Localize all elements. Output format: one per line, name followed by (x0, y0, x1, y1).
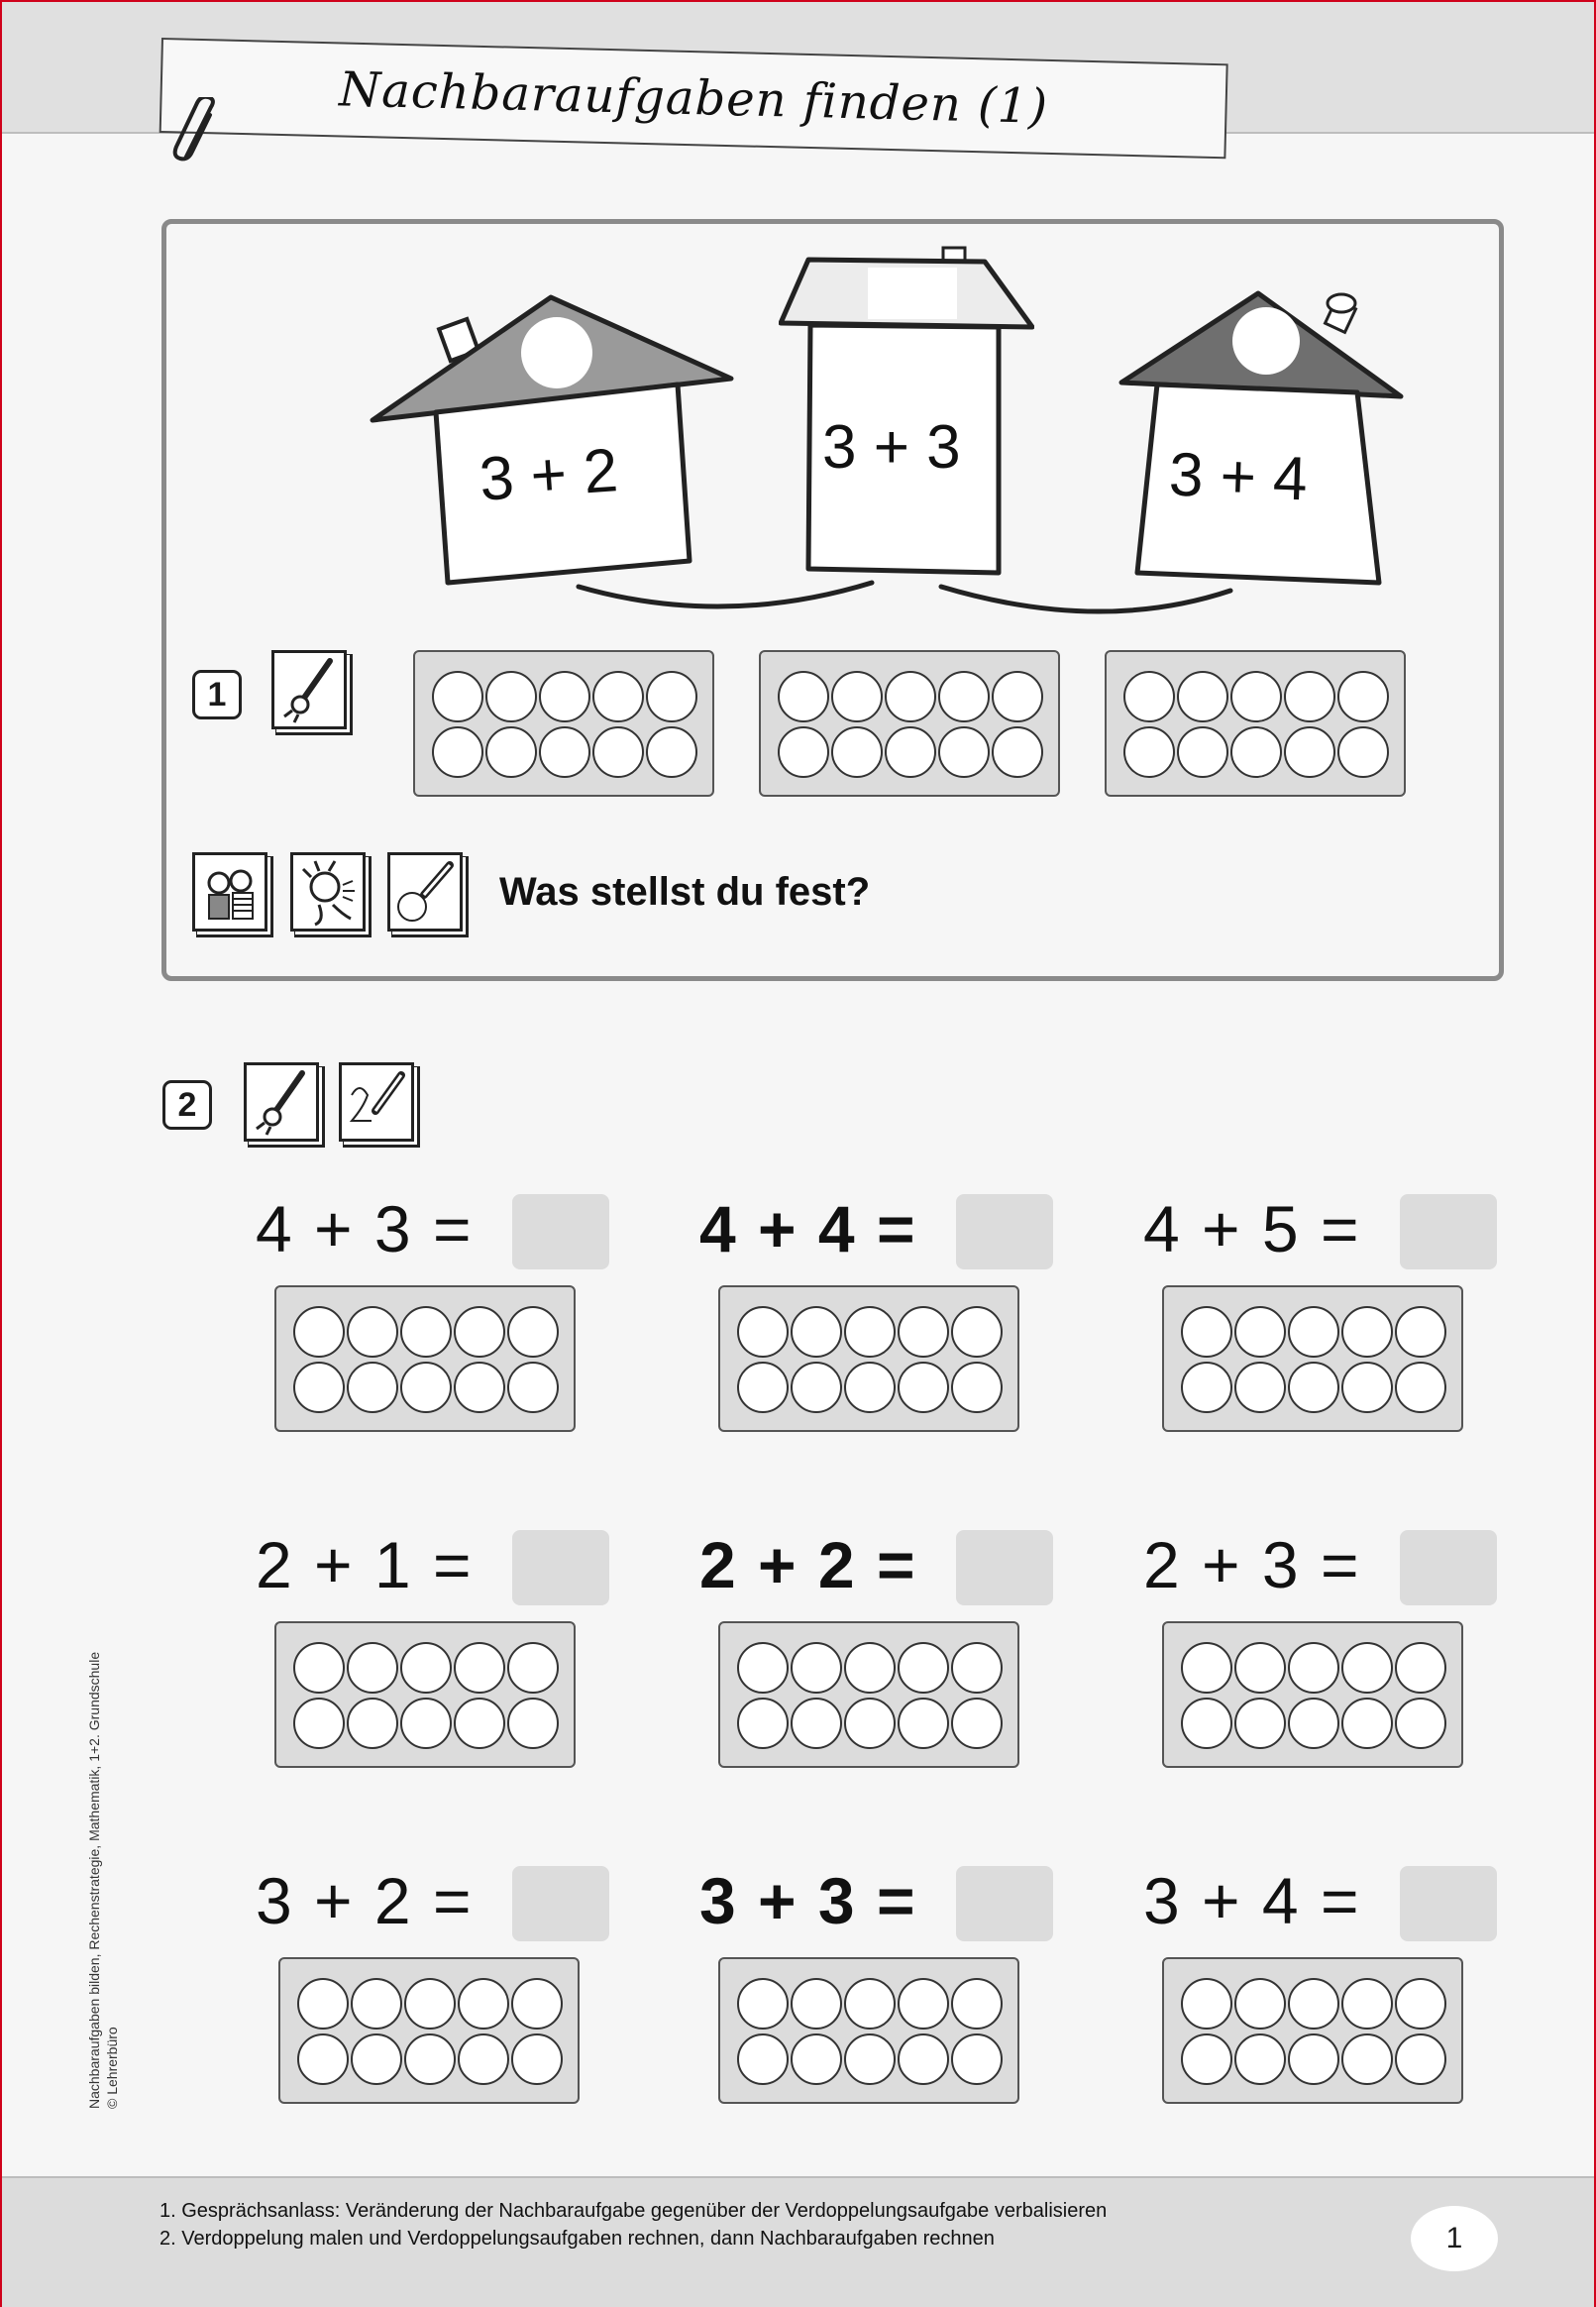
exercise-1-number: 1 (192, 670, 242, 719)
answer-box[interactable] (512, 1530, 609, 1605)
ten-frame (274, 1621, 576, 1768)
pencil-number-icon (339, 1062, 414, 1142)
ten-frame (1162, 1957, 1463, 2104)
footer-note-1: 1. Gesprächsanlass: Veränderung der Nachbaraufgabe gegenüber der Verdoppelungsaufgabe verbalisieren (160, 2200, 1108, 2222)
answer-box[interactable] (1400, 1530, 1497, 1605)
pencil-write-icon (387, 852, 463, 932)
answer-box[interactable] (1400, 1194, 1497, 1269)
exercise-1-question: Was stellst du fest? (499, 870, 871, 914)
page-title: Nachbaraufgaben finden (1) (338, 61, 1049, 135)
partner-talk-icon (192, 852, 267, 932)
footer-note-2: 2. Verdoppelung malen und Verdoppelungsaufgaben rechnen, dann Nachbaraufgaben rechnen (160, 2228, 995, 2250)
answer-box[interactable] (512, 1866, 609, 1941)
answer-box[interactable] (956, 1194, 1053, 1269)
house-middle-label: 3 + 3 (822, 413, 961, 482)
equation: 4 + 5 = (1143, 1192, 1361, 1265)
house-left-label: 3 + 2 (477, 436, 620, 514)
equation: 4 + 3 = (256, 1192, 474, 1265)
side-credit-line-1: Nachbaraufgaben bilden, Rechenstrategie, Mathematik, 1+2. Grundschule (86, 1651, 102, 2109)
equation: 3 + 4 = (1143, 1864, 1361, 1937)
house-right-label: 3 + 4 (1167, 440, 1309, 514)
ten-frame (718, 1957, 1019, 2104)
ten-frame (413, 650, 714, 797)
equation: 2 + 1 = (256, 1528, 474, 1601)
connector-arcs (575, 579, 1238, 628)
page-number: 1 (1411, 2206, 1498, 2271)
equation: 2 + 2 = (699, 1528, 917, 1601)
paperclip-icon (166, 97, 226, 166)
ten-frame (278, 1957, 580, 2104)
answer-box[interactable] (956, 1530, 1053, 1605)
paintbrush-icon (271, 650, 347, 729)
side-credit (85, 1652, 121, 2109)
side-credit-line-2: © Lehrerbüro (104, 2027, 120, 2109)
equation: 3 + 3 = (699, 1864, 917, 1937)
paintbrush-icon (244, 1062, 319, 1142)
equation: 2 + 3 = (1143, 1528, 1361, 1601)
ten-frame (274, 1285, 576, 1432)
exercise-2-number: 2 (162, 1080, 212, 1130)
ten-frame (759, 650, 1060, 797)
ten-frame (718, 1621, 1019, 1768)
ten-frame (1105, 650, 1406, 797)
ten-frame (718, 1285, 1019, 1432)
equation: 3 + 2 = (256, 1864, 474, 1937)
equation: 4 + 4 = (699, 1192, 917, 1265)
ten-frame (1162, 1285, 1463, 1432)
answer-box[interactable] (512, 1194, 609, 1269)
speaking-child-icon (290, 852, 366, 932)
answer-box[interactable] (956, 1866, 1053, 1941)
answer-box[interactable] (1400, 1866, 1497, 1941)
house-right (1117, 289, 1405, 587)
ten-frame (1162, 1621, 1463, 1768)
